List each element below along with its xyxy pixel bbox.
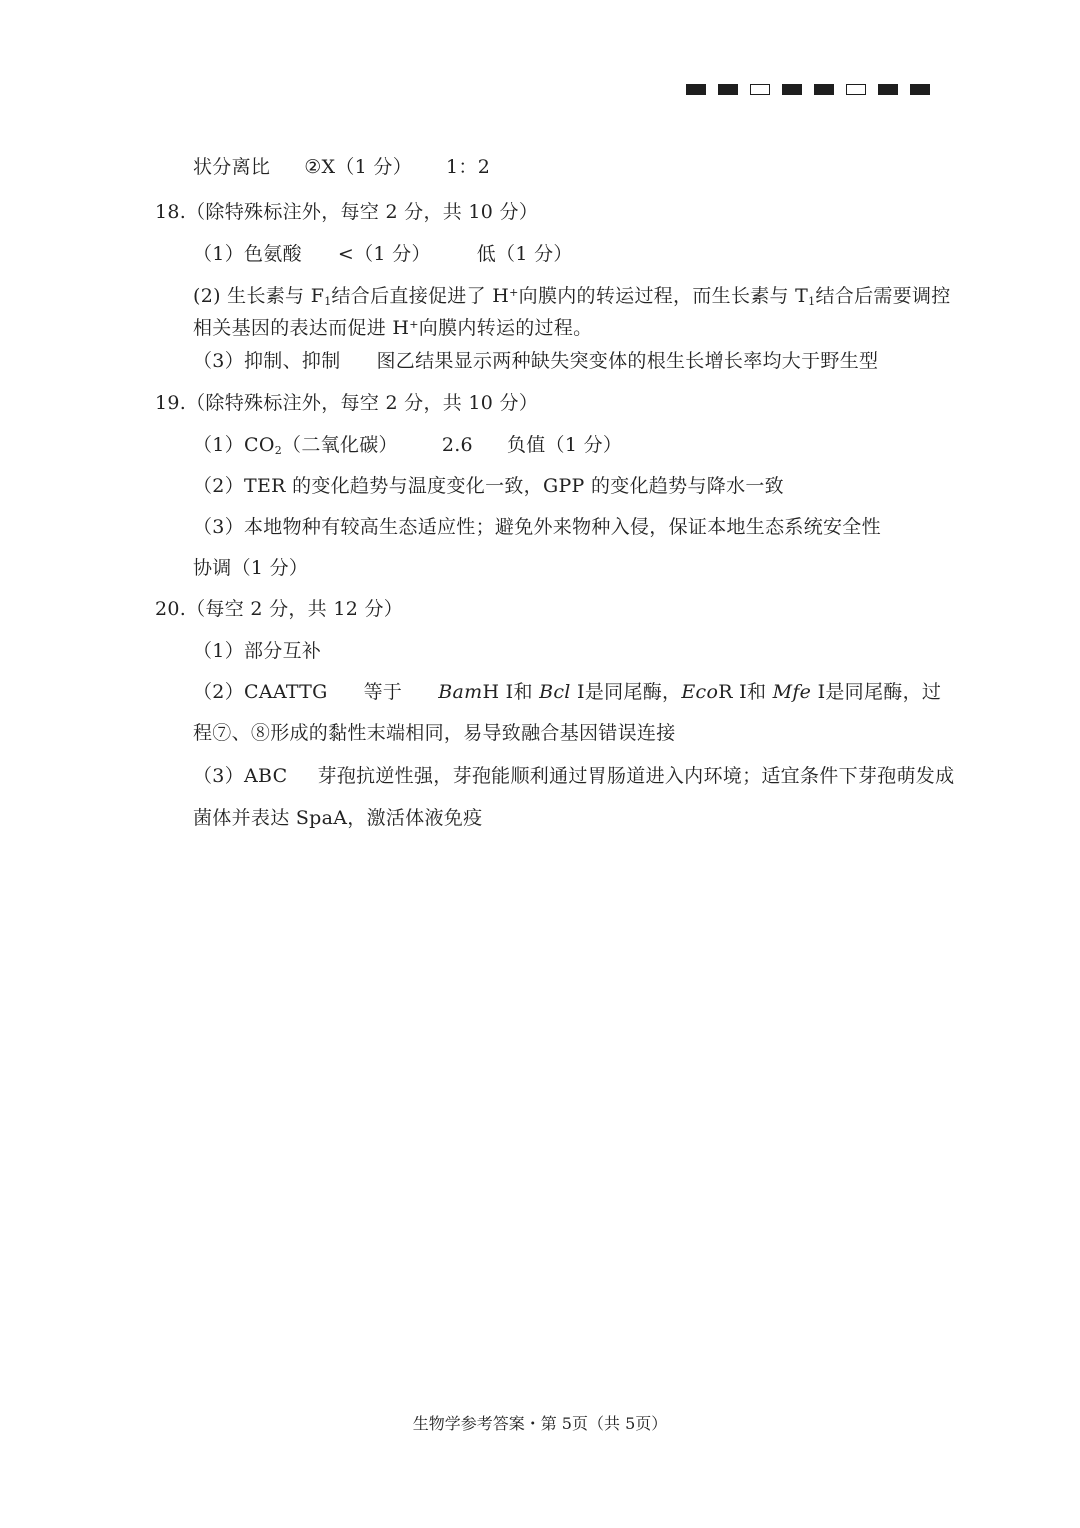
answer-text: 低（1 分） — [476, 243, 573, 265]
answer-text: 2.6 — [441, 434, 473, 456]
answer-text: （2）TER 的变化趋势与温度变化一致，GPP 的变化趋势与降水一致 — [193, 475, 784, 497]
answer-19-3-cont — [193, 556, 308, 580]
answer-text: R Ⅰ和 — [718, 681, 773, 703]
block-mark — [878, 84, 898, 95]
subscript: 2 — [274, 444, 283, 457]
answer-18-2-line1 — [193, 284, 951, 308]
answer-text: 菌体并表达 SpaA，激活体液免疫 — [193, 807, 483, 829]
answer-text: （1）CO — [193, 434, 275, 456]
answer-text: ②X（1 分） — [304, 156, 412, 178]
superscript: + — [409, 318, 419, 331]
answer-text: 图乙结果显示两种缺失突变体的根生长增长率均大于野生型 — [376, 350, 879, 372]
answer-20-1 — [193, 639, 321, 663]
answer-text: 状分离比 — [193, 156, 271, 178]
answer-text: 结合后直接促进了 H — [331, 285, 510, 307]
answer-18-3 — [193, 349, 878, 373]
answer-text: 协调（1 分） — [193, 557, 309, 579]
block-mark-hollow — [750, 84, 770, 95]
enzyme-name: Bam — [438, 681, 483, 703]
enzyme-name: Mfe — [772, 681, 812, 703]
answer-text: Ⅰ是同尾酶， — [570, 681, 682, 703]
superscript: + — [509, 286, 519, 299]
question-20-heading — [155, 597, 403, 621]
question-19-heading — [155, 391, 538, 415]
answer-20-3-line1 — [193, 764, 954, 788]
subscript: 1 — [808, 295, 816, 308]
answer-20-2-line1 — [193, 680, 941, 704]
answer-text: <（1 分） — [337, 243, 431, 265]
answer-text: （3）本地物种有较高生态适应性；避免外来物种入侵，保证本地生态系统安全性 — [193, 516, 881, 538]
answer-text: 负值（1 分） — [506, 434, 623, 456]
question-heading-text: 18.（除特殊标注外，每空 2 分，共 10 分） — [155, 201, 539, 223]
answer-text: （3）抑制、抑制 — [193, 350, 341, 372]
question-heading-text: 20.（每空 2 分，共 12 分） — [155, 598, 404, 620]
enzyme-name: Bcl — [539, 681, 571, 703]
answer-18-1 — [193, 242, 573, 266]
block-mark — [782, 84, 802, 95]
answer-text: 向膜内的转运过程，而生长素与 T — [518, 285, 809, 307]
answer-text: （2）CAATTG — [193, 681, 328, 703]
block-mark-hollow — [846, 84, 866, 95]
answer-text: 芽孢抗逆性强，芽孢能顺利通过胃肠道进入内环境；适宜条件下芽孢萌发成 — [317, 765, 955, 787]
answer-19-1 — [193, 433, 622, 457]
answer-text: 向膜内转运的过程。 — [418, 317, 593, 339]
answer-20-3-line2 — [193, 806, 482, 830]
answer-19-2 — [193, 474, 784, 498]
answer-text: 等于 — [363, 681, 403, 703]
block-mark — [718, 84, 738, 95]
block-mark — [910, 84, 930, 95]
answer-text: 相关基因的表达而促进 H — [193, 317, 410, 339]
page-footer: 生物学参考答案・第 5页（共 5页） — [412, 1414, 668, 1433]
answer-text: 1：2 — [446, 156, 491, 178]
answer-text: （3）ABC — [193, 765, 288, 787]
answer-text: （1）部分互补 — [193, 640, 322, 662]
answer-text: (2) 生长素与 F — [193, 285, 325, 307]
answer-text: H Ⅰ和 — [482, 681, 540, 703]
subscript: 1 — [324, 295, 332, 308]
answer-text: （1）色氨酸 — [193, 243, 302, 265]
answer-text: Ⅰ是同尾酶，过 — [811, 681, 942, 703]
answer-19-3 — [193, 515, 881, 539]
header-block-marks — [686, 84, 930, 95]
answer-text: 程⑦、⑧形成的黏性末端相同，易导致融合基因错误连接 — [193, 722, 676, 744]
answer-line-17-cont — [193, 155, 490, 179]
answer-20-2-line2 — [193, 721, 676, 745]
question-heading-text: 19.（除特殊标注外，每空 2 分，共 10 分） — [155, 392, 539, 414]
answer-18-2-line2 — [193, 316, 592, 340]
question-18-heading — [155, 200, 538, 224]
enzyme-name: Eco — [681, 681, 719, 703]
answer-text: （二氧化碳） — [282, 434, 398, 456]
answer-text: 结合后需要调控 — [815, 285, 951, 307]
block-mark — [686, 84, 706, 95]
block-mark — [814, 84, 834, 95]
